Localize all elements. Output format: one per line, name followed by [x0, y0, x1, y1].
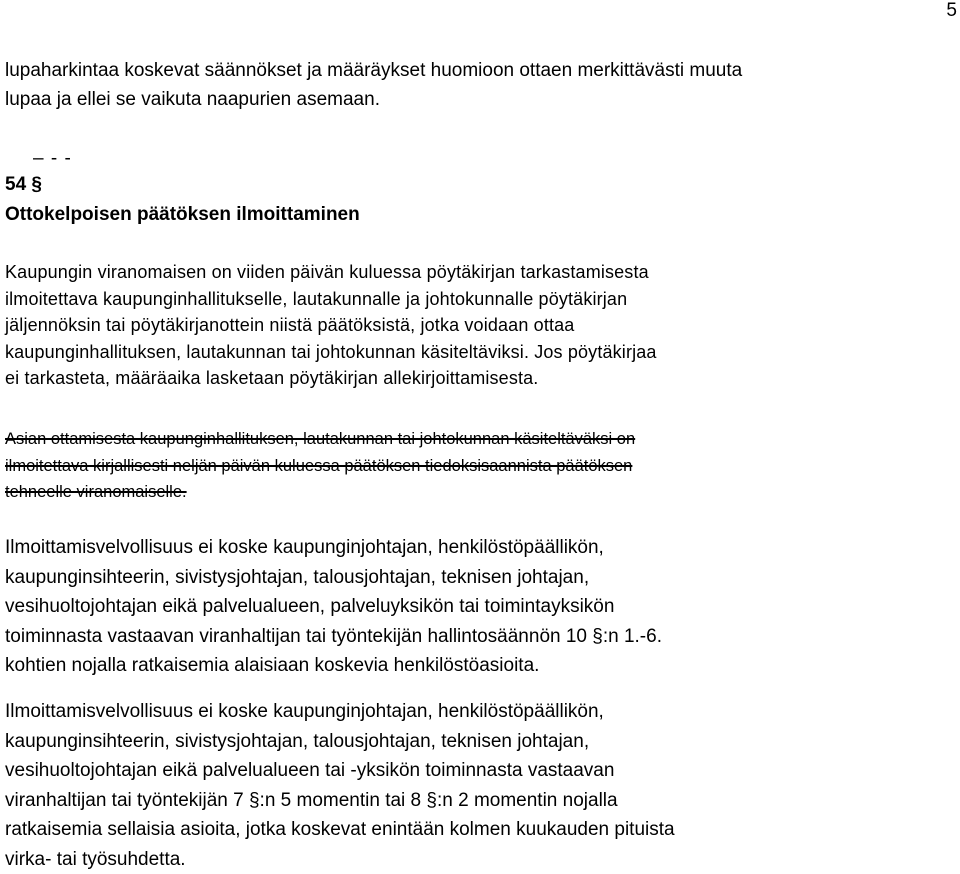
paragraph-line: Ilmoittamisvelvollisuus ei koske kaupunginjohtajan, henkilöstöpäällikön, [5, 701, 604, 722]
paragraph-line: kohtien nojalla ratkaisemia alaisiaan koskevia henkilöstöasioita. [5, 655, 540, 676]
paragraph-line: ei tarkasteta, määräaika lasketaan pöytäkirjan allekirjoittamisesta. [5, 368, 539, 389]
struck-line: Asian ottamisesta kaupunginhallituksen, lautakunnan tai johtokunnan käsiteltäväksi on [5, 430, 636, 448]
paragraph-line: kaupunginhallituksen, lautakunnan tai johtokunnan käsiteltäviksi. Jos pöytäkirjaa [5, 341, 657, 362]
section-title: Ottokelpoisen päätöksen ilmoittaminen [5, 204, 360, 225]
intro-line-1: lupaharkintaa koskevat säännökset ja määräykset huomioon ottaen merkittävästi muuta [5, 60, 743, 81]
paragraph-line: kaupunginsihteerin, sivistysjohtajan, talousjohtajan, teknisen johtajan, [5, 730, 590, 752]
paragraph-line: jäljennöksin tai pöytäkirjanottein niistä päätöksistä, jotka voidaan ottaa [5, 315, 575, 336]
struck-line: ilmoitettava kirjallisesti neljän päivän kuluessa päätöksen tiedoksisaannista päätöksen [5, 456, 633, 475]
paragraph-line: ilmoitettava kaupunginhallitukselle, lautakunnalle ja johtokunnalle pöytäkirjan [5, 288, 628, 309]
paragraph-line: virka- tai työsuhdetta. [5, 848, 186, 870]
intro-line-2: lupaa ja ellei se vaikuta naapurien asemaan. [5, 89, 380, 110]
paragraph-line: ratkaisemia sellaisia asioita, jotka koskevat enintään kolmen kuukauden pituista [5, 819, 675, 840]
paragraph-line: vesihuoltojohtajan eikä palvelualueen tai -yksikön toiminnasta vastaavan [5, 760, 615, 781]
paragraph-line: toiminnasta vastaavan viranhaltijan tai työntekijän hallintosäännön 10 §:n 1.-6. [5, 625, 662, 647]
page-number: 5 [946, 0, 957, 21]
paragraph-line: viranhaltijan tai työntekijän 7 §:n 5 momentin tai 8 §:n 2 momentin nojalla [5, 789, 618, 811]
paragraph-notification-duty [5, 259, 657, 392]
paragraph-exemption-old [5, 533, 662, 681]
paragraph-line: Kaupungin viranomaisen on viiden päivän kuluessa pöytäkirjan tarkastamisesta [5, 262, 649, 282]
section-number: 54 § [5, 174, 42, 195]
paragraph-struck-out [5, 426, 635, 506]
revision-marker: – - - [33, 148, 72, 169]
paragraph-line: vesihuoltojohtajan eikä palvelualueen, palveluyksikön tai toimintayksikön [5, 596, 615, 617]
paragraph-exemption-new [5, 697, 675, 874]
struck-line: tehneelle viranomaiselle. [5, 483, 187, 501]
paragraph-line: kaupunginsihteerin, sivistysjohtajan, talousjohtajan, teknisen johtajan, [5, 566, 590, 588]
paragraph-line: Ilmoittamisvelvollisuus ei koske kaupunginjohtajan, henkilöstöpäällikön, [5, 537, 604, 558]
